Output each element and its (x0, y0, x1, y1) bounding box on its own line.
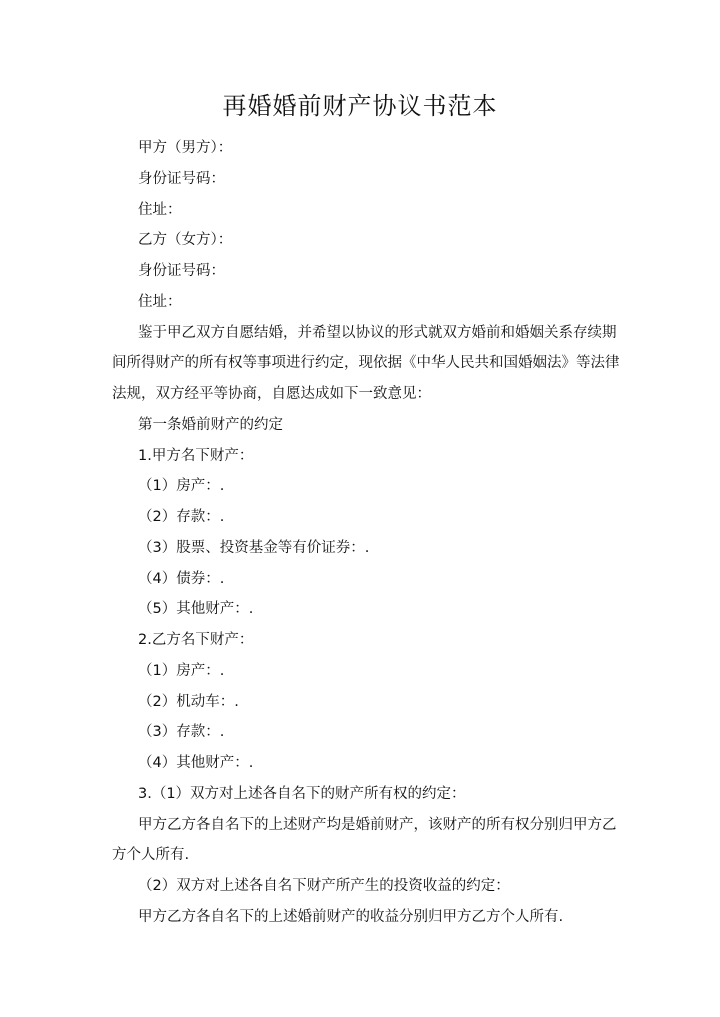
document-line: （3）存款：. (138, 724, 225, 741)
document-line: 身份证号码： (138, 170, 225, 187)
document-body (112, 133, 620, 933)
document-title: 再婚婚前财产协议书范本 (222, 92, 498, 120)
document-line: 甲方（男方）： (138, 140, 233, 156)
document-line: （3）股票、投资基金等有价证券：. (138, 539, 370, 556)
document-line: 乙方（女方）： (138, 232, 233, 249)
document-line: 2.乙方名下财产： (138, 632, 254, 648)
document-line: （4）债券：. (138, 570, 225, 587)
document-line: 住址： (138, 201, 182, 218)
document-line: 甲方乙方各自名下的上述婚前财产的收益分别归甲方乙方个人所有. (138, 908, 564, 925)
document-line: 甲方乙方各自名下的上述财产均是婚前财产，该财产的所有权分别归甲方乙 (138, 816, 617, 833)
document-line: 住址： (138, 293, 182, 310)
document-line: （2）存款：. (138, 509, 225, 525)
document-line: （2）机动车：. (138, 693, 239, 710)
document-line: 方个人所有. (112, 847, 190, 864)
document-line: 身份证号码： (138, 263, 225, 279)
document-line: 间所得财产的所有权等事项进行约定，现依据《中华人民共和国婚姻法》等法律 (112, 355, 620, 372)
document-line: 3.（1）双方对上述各自名下的财产所有权的约定： (138, 785, 466, 802)
document-line: 1.甲方名下财产： (138, 447, 254, 464)
document-line: 第一条婚前财产的约定 (138, 416, 283, 433)
document-line: （2）双方对上述各自名下财产所产生的投资收益的约定： (138, 878, 510, 894)
document-line: （5）其他财产：. (138, 601, 254, 618)
document-line: （1）房产：. (138, 478, 225, 495)
document-line: 鉴于甲乙双方自愿结婚，并希望以协议的形式就双方婚前和婚姻关系存续期 (138, 324, 617, 341)
document-line: 法规，双方经平等协商，自愿达成如下一致意见： (112, 386, 431, 402)
document-line: （4）其他财产：. (138, 755, 254, 771)
document-line: （1）房产：. (138, 662, 225, 679)
